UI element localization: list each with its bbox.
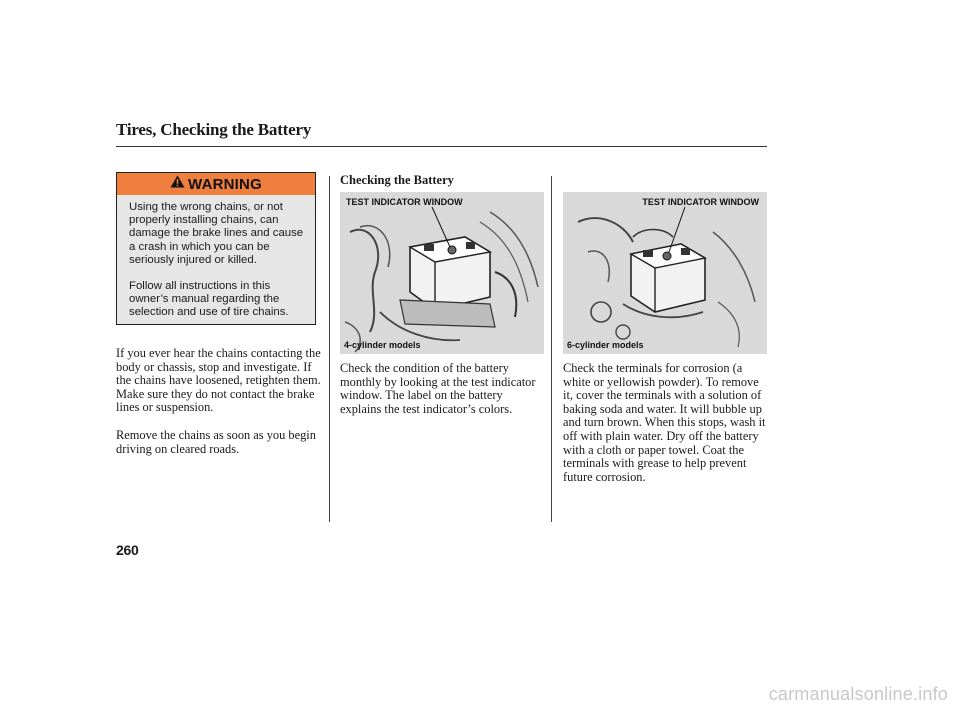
watermark: carmanualsonline.info: [768, 684, 948, 704]
left-column-text: [116, 347, 326, 470]
page-number: 260: [116, 542, 139, 558]
warning-paragraph: Follow all instructions in this owner’s manual regarding the selection and use of tire chains.: [129, 280, 289, 319]
body-paragraph: Check the condition of the battery monthly by looking at the test indicator window. The label on the battery explains the test indicator’s colors.: [340, 361, 536, 416]
body-paragraph: If you ever hear the chains contacting the body or chassis, stop and investigate. If the chains have loosened, retighten them. Make sure they do not contact the brake lines or suspension.: [116, 346, 321, 415]
engine-bay-illustration: [563, 192, 767, 354]
body-paragraph: Check the terminals for corrosion (a white or yellowish powder). To remove it, cover the terminals with a solution of baking soda and water. It will bubble up and turn brown. When this stops, wash it off with plain water. Dry off the battery with a cloth or paper towel. Coat the terminals with grease to help prevent future corrosion.: [563, 361, 766, 484]
battery-photo-4-cylinder: [340, 192, 544, 354]
photo-callout: TEST INDICATOR WINDOW: [642, 197, 759, 207]
battery-photo-6-cylinder: [563, 192, 767, 354]
column-divider-left: [329, 176, 330, 522]
warning-triangle-icon: [170, 175, 185, 193]
middle-column-text: [340, 362, 545, 430]
photo-caption: 4-cylinder models: [344, 340, 421, 350]
body-paragraph: Remove the chains as soon as you begin driving on cleared roads.: [116, 427, 316, 456]
warning-paragraph: Using the wrong chains, or not properly installing chains, can damage the brake lines and cause a crash in which you can be seriously injured or killed.: [129, 201, 304, 266]
photo-callout: TEST INDICATOR WINDOW: [346, 197, 463, 207]
page-title: Tires, Checking the Battery: [116, 120, 312, 139]
warning-box: [116, 172, 316, 325]
warning-banner: [117, 173, 315, 195]
warning-text: [129, 201, 311, 333]
title-rule: [116, 146, 767, 147]
right-column-text: [563, 362, 769, 498]
section-heading: Checking the Battery: [340, 173, 454, 187]
engine-bay-illustration: [340, 192, 544, 354]
photo-caption: 6-cylinder models: [567, 340, 644, 350]
column-divider-right: [551, 176, 552, 522]
warning-label: WARNING: [188, 175, 262, 193]
